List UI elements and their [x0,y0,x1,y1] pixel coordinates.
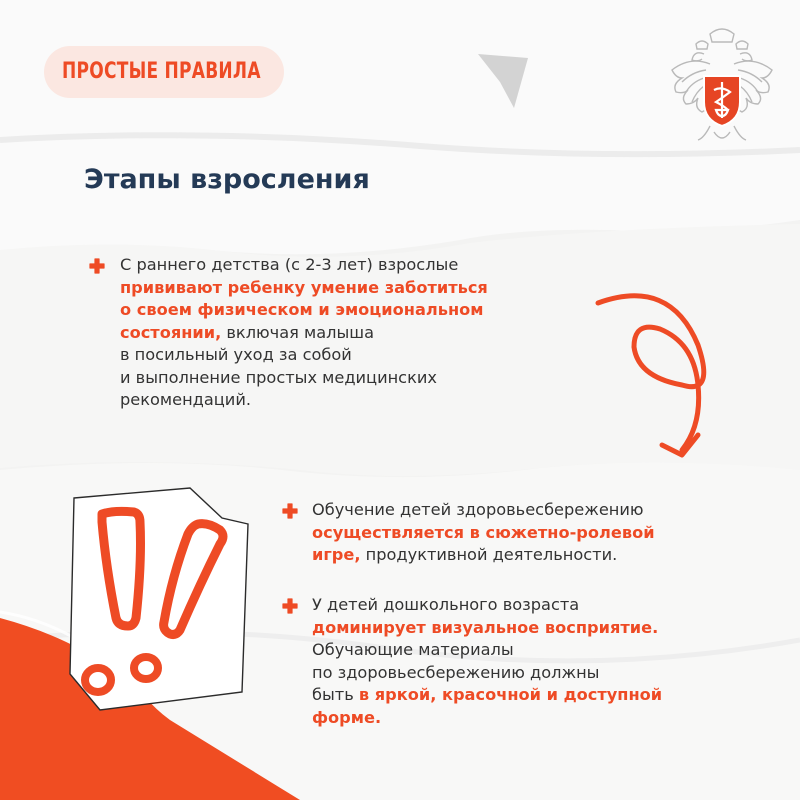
ministry-of-health-emblem-icon [660,20,784,148]
highlight-text: прививают ребенку умение заботиться [120,277,488,297]
text-line: рекомендаций. [120,390,251,409]
highlight-text: игре, [312,545,361,564]
plus-bullet-icon [89,258,105,274]
text-line: продуктивной деятельности. [360,545,618,564]
text-line: по здоровьесбережению должны [312,662,600,682]
exclamation-marks-icon [60,484,260,724]
text-line: Обучающие материалы [312,640,514,659]
text-line: Обучение детей здоровьесбережению [312,500,644,519]
text-line: быть [312,685,359,704]
highlight-text: осуществляется в сюжетно-ролевой [312,522,655,542]
plus-bullet-icon [282,503,298,519]
paragraph-visual [312,594,662,729]
highlight-text: доминирует визуальное восприятие. [312,617,659,637]
page-title: Этапы взросления [84,164,370,195]
header-label: ПРОСТЫЕ ПРАВИЛА [62,59,261,84]
curly-arrow-icon [590,285,730,475]
highlight-text: состоянии, [120,322,222,342]
text-line: и выполнение простых медицинских [120,367,437,387]
text-line: С раннего детства (с 2-3 лет) взрослые [120,255,459,274]
text-line: включая малыша [221,322,375,342]
text-line: в посильный уход за собой [120,345,352,364]
plus-bullet-icon [282,598,298,614]
paragraph-childhood [120,254,488,412]
text-line: У детей дошкольного возраста [312,595,580,614]
highlight-text: форме. [312,707,382,727]
highlight-text: в яркой, красочной и доступной [358,685,663,704]
paragraph-learning [312,499,655,567]
highlight-text: о своем физическом и эмоциональном [120,300,484,319]
